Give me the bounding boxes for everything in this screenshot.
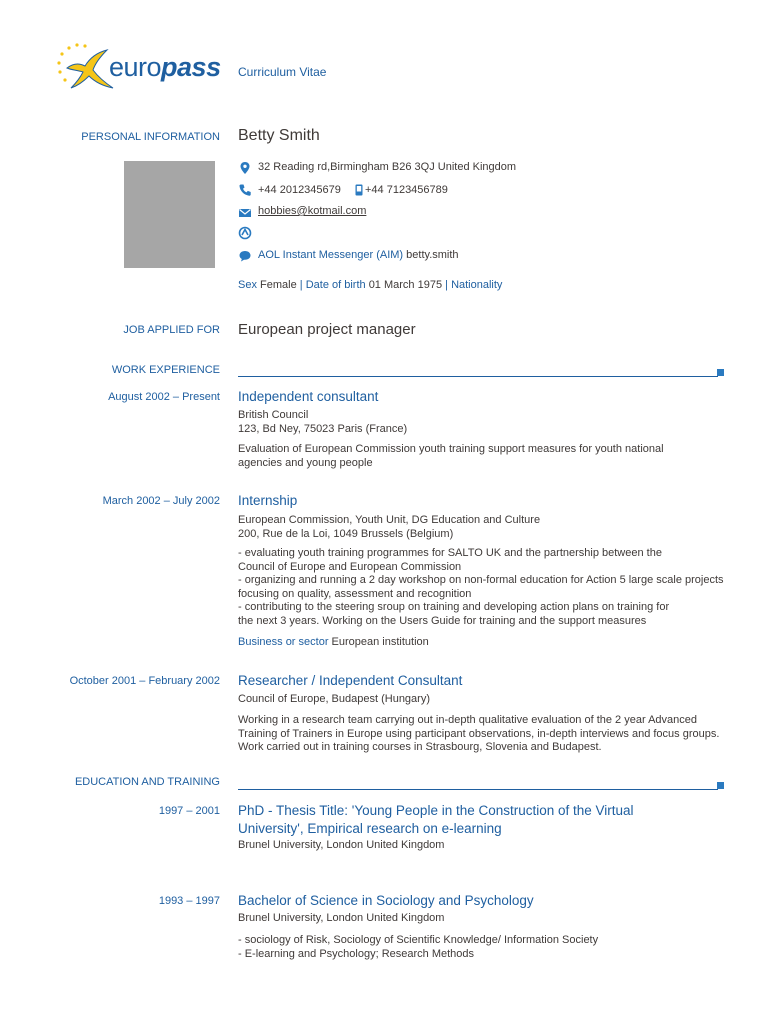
work-dates: March 2002 – July 2002: [102, 495, 220, 507]
education-description: [238, 934, 738, 961]
employer-line: 123, Bd Ney, 75023 Paris (France): [238, 422, 408, 435]
email-link[interactable]: hobbies@kotmail.com: [258, 205, 367, 217]
email-icon: [238, 206, 252, 220]
work-title: Researcher / Independent Consultant: [238, 673, 463, 688]
photo-placeholder: [124, 161, 215, 268]
work-dates: August 2002 – Present: [108, 391, 220, 403]
desc-line: Training of Trainers in Europe using participant observations, in-depth interviews and focus groups.: [238, 727, 720, 740]
separator: |: [299, 279, 303, 291]
work-description: [238, 714, 738, 755]
work-dates: October 2001 – February 2002: [69, 675, 220, 687]
employer-line: European Commission, Youth Unit, DG Education and Culture: [238, 514, 541, 526]
location-pin-icon: [238, 161, 252, 175]
work-description: [238, 443, 738, 470]
dob-value: 01 March 1975: [368, 279, 443, 291]
section-divider-marker: [717, 782, 724, 789]
im-row: [258, 249, 459, 261]
education-dates: 1997 – 2001: [158, 805, 220, 817]
work-employer: [238, 409, 738, 436]
logo-text-euro: euro: [109, 52, 162, 82]
logo-star-figure-icon: [55, 42, 115, 94]
education-title: [238, 802, 718, 837]
business-sector-row: [238, 636, 738, 650]
sex-label: Sex: [238, 279, 257, 291]
section-divider: [238, 789, 718, 790]
desc-line: focusing on quality, assessment and recognition: [238, 587, 472, 600]
work-employer: [238, 693, 738, 707]
desc-line: Evaluation of European Commission youth training support measures for youth national: [238, 443, 664, 455]
personal-details-row: [238, 279, 502, 291]
desc-line: - evaluating youth training programmes for SALTO UK and the partnership between the: [238, 547, 662, 559]
im-value: betty.smith: [406, 249, 459, 261]
education-org: Brunel University, London United Kingdom: [238, 839, 445, 851]
education-dates: 1993 – 1997: [158, 895, 220, 907]
work-experience-label: WORK EXPERIENCE: [111, 364, 220, 376]
address-text: 32 Reading rd,Birmingham B26 3QJ United Kingdom: [258, 161, 517, 173]
education-label: EDUCATION AND TRAINING: [74, 776, 220, 788]
logo-text-pass: pass: [161, 52, 221, 82]
education-title-line: University', Empirical research on e-learning: [238, 820, 502, 836]
work-description: [238, 547, 738, 628]
education-title: [238, 893, 534, 908]
desc-line: - organizing and running a 2 day workshop on non-formal education for Action 5 large scale projects: [238, 574, 724, 586]
separator: |: [445, 279, 448, 291]
im-type: AOL Instant Messenger (AIM): [258, 249, 404, 261]
education-title-line: PhD - Thesis Title: 'Young People in the Construction of the Virtual: [238, 803, 634, 818]
desc-line: Council of Europe and European Commission: [238, 560, 462, 573]
section-divider-marker: [717, 369, 724, 376]
employer-line: British Council: [238, 409, 309, 421]
sector-label: Business or sector: [238, 636, 329, 648]
personal-info-label: PERSONAL INFORMATION: [81, 131, 220, 143]
education-org: Brunel University, London United Kingdom: [238, 912, 445, 924]
doc-title: Curriculum Vitae: [238, 65, 327, 79]
desc-line: - contributing to the steering sroup on training and developing action plans on training for: [238, 601, 670, 613]
work-title: Internship: [238, 493, 298, 508]
job-applied-value: European project manager: [238, 321, 416, 338]
desc-line: agencies and young people: [238, 456, 373, 469]
sex-value: Female: [260, 279, 297, 291]
instant-messenger-icon: [238, 249, 252, 263]
desc-line: - sociology of Risk, Sociology of Scientific Knowledge/ Information Society: [238, 934, 599, 946]
sector-value: European institution: [331, 636, 429, 648]
nationality-label: Nationality: [451, 279, 503, 291]
mobile-text: +44 7123456789: [365, 184, 448, 196]
job-applied-label: JOB APPLIED FOR: [123, 324, 220, 336]
section-divider: [238, 376, 718, 377]
person-name: Betty Smith: [238, 127, 320, 144]
desc-line: Working in a research team carrying out in-depth qualitative evaluation of the 2 year Advanced: [238, 714, 698, 726]
website-icon: [238, 226, 252, 240]
phone-icon: [238, 183, 252, 197]
phone-text: +44 2012345679: [258, 184, 341, 196]
desc-line: - E-learning and Psychology; Research Methods: [238, 947, 475, 960]
desc-line: Work carried out in training courses in Strasbourg, Slovenia and Budapest.: [238, 741, 602, 753]
desc-line: the next 3 years. Working on the Users Guide for training and the support measures: [238, 614, 647, 627]
employer-line: 200, Rue de la Loi, 1049 Brussels (Belgium): [238, 527, 454, 540]
europass-logo: [55, 42, 225, 94]
mobile-phone-icon: [354, 184, 364, 196]
work-employer: [238, 514, 738, 541]
dob-label: Date of birth: [305, 279, 366, 291]
education-title-line: Bachelor of Science in Sociology and Psychology: [238, 893, 534, 908]
employer-line: Council of Europe, Budapest (Hungary): [238, 693, 430, 705]
work-title: Independent consultant: [238, 389, 379, 404]
